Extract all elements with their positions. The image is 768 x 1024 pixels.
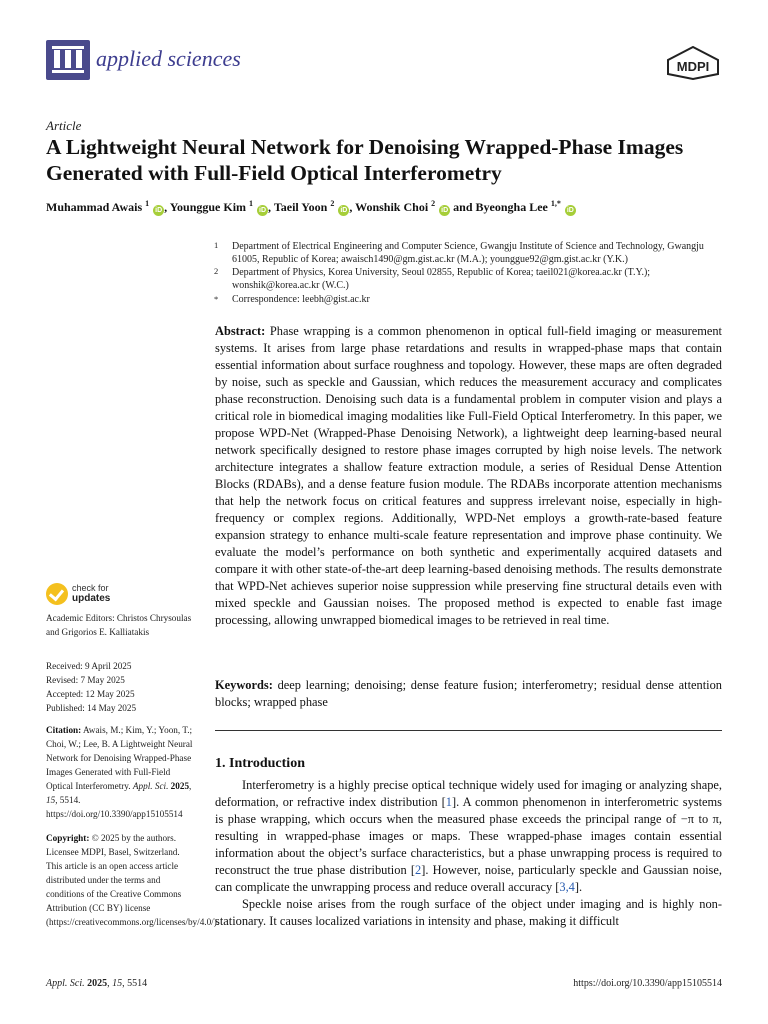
correspondence: Correspondence: leebh@gist.ac.kr bbox=[232, 294, 370, 305]
introduction-body bbox=[215, 777, 722, 930]
orcid-icon[interactable]: iD bbox=[155, 207, 163, 214]
author-affil-sup: 2 bbox=[431, 199, 436, 208]
footer-citation: Appl. Sci. 2025, 15, 5514 bbox=[46, 978, 148, 989]
copyright-block bbox=[46, 831, 220, 929]
orcid-icon[interactable]: iD bbox=[259, 207, 267, 214]
author-name[interactable]: Byeongha Lee bbox=[475, 200, 548, 214]
check-updates-line1: check for bbox=[72, 583, 109, 593]
author-name[interactable]: Wonshik Choi bbox=[355, 200, 429, 214]
author-name[interactable]: Taeil Yoon bbox=[273, 200, 328, 214]
checkmark-icon bbox=[46, 583, 68, 605]
mdpi-logo[interactable] bbox=[666, 46, 720, 80]
received-date: Received: 9 April 2025 bbox=[46, 661, 132, 671]
abstract bbox=[215, 323, 722, 629]
citation-doi[interactable]: , 5514. https://doi.org/10.3390/app15105514 bbox=[46, 795, 183, 819]
author-name[interactable]: Muhammad Awais bbox=[46, 200, 143, 214]
mdpi-text: MDPI bbox=[676, 59, 710, 74]
author-list: Muhammad Awais $^1$ iD , Younggue Kim $^1$ iD , Taeil Yoon $^2$ iD , Wonshik Choi $^2$ iD and Byeongha Lee $^{1,*}$ iD bbox=[46, 199, 574, 214]
citation-link[interactable]: 3,4 bbox=[559, 880, 575, 894]
citation-label: Citation: bbox=[46, 725, 82, 735]
orcid-icon[interactable]: iD bbox=[566, 207, 574, 214]
copyright-label: Copyright: bbox=[46, 833, 90, 843]
abstract-label: Abstract: bbox=[215, 324, 266, 338]
check-updates-line2: updates bbox=[72, 593, 111, 604]
author-affil-sup: 1 bbox=[249, 199, 254, 208]
orcid-icon[interactable]: iD bbox=[441, 207, 449, 214]
keywords-text: deep learning; denoising; dense feature fusion; interferometry; residual dense attention blocks; wrapped phase bbox=[215, 678, 722, 709]
check-for-updates-button[interactable] bbox=[46, 583, 166, 607]
affiliation-number: 2 bbox=[214, 266, 219, 276]
paragraph: Interferometry is a highly precise optical technique widely used for imaging or analyzing shape, deformation, or refractive index distribution [1]. A common phenomenon in interferometric systems is phase wrapping, which occurs when the measured phase exceeds the principal range of −π to π, resulting in wrapped-phase images or maps. These wrapped-phase images contain essential information about the object’s surface characteristics, but a phase unwrapping process is required to reconstruct the true phase distribution [2]. However, noise, particularly speckle and Gaussian noise, can complicate the unwrapping process and reduce overall accuracy [3,4]. bbox=[215, 778, 722, 894]
affiliation-number: * bbox=[214, 294, 219, 304]
section-heading: 1. Introduction bbox=[215, 756, 305, 771]
paragraph: Speckle noise arises from the rough surface of the object under imaging and is highly non-stationary. It causes localized variations in intensity and phase, making it difficult bbox=[215, 897, 722, 928]
journal-name[interactable]: applied sciences bbox=[96, 46, 241, 71]
revised-date: Revised: 7 May 2025 bbox=[46, 675, 125, 685]
accepted-date: Accepted: 12 May 2025 bbox=[46, 689, 135, 699]
journal-logo bbox=[46, 40, 90, 80]
affiliation-text: Department of Physics, Korea University, Seoul 02855, Republic of Korea; taeil021@korea.ac.kr (T.Y.); wonshik@korea.ac.kr (W.C.) bbox=[232, 267, 651, 291]
author-affil-sup: 1 bbox=[145, 199, 150, 208]
affiliation-text: Department of Electrical Engineering and Computer Science, Gwangju Institute of Science and Technology, Gwangju 61005, Republic of Korea; awaisch1490@gm.gist.ac.kr (M.A.); younggue92@gm.gist.ac.kr (Y.K.) bbox=[232, 241, 704, 265]
published-date: Published: 14 May 2025 bbox=[46, 703, 137, 713]
keywords bbox=[215, 677, 722, 711]
article-title: A Lightweight Neural Network for Denoising Wrapped-Phase Images Generated with Full-Field Optical Interferometry bbox=[46, 135, 684, 185]
article-type: Article bbox=[46, 118, 82, 133]
abstract-text: Phase wrapping is a common phenomenon in optical full-field imaging or measurement systems. It arises from large phase retardations and results in wrapped-phase maps that contain essential information about surface roughness and topology. However, these maps are often degraded by noise, such as speckle and Gaussian, which reduces the measurement accuracy and complicates phase reconstruction. Denoising such data is a fundamental problem in computer vision and plays a critical role in biomedical imaging modalities like Full-Field Optical Interferometry. In this paper, we propose WPD-Net (Wrapped-Phase Denoising Network), a lightweight deep learning-based neural network specifically designed to restore phase images corrupted by high noise levels. The network architecture integrates a shallow feature extraction module, a series of Residual Dense Attention Blocks (RDABs), and a dense feature fusion module. The RDABs incorporate attention mechanisms that help the network focus on critical features and suppress irrelevant noise, especially in high-frequency or complex regions. Additionally, WPD-Net employs a growth-rate-based feature expansion strategy to enhance multi-scale feature representation and improve phase continuity. We evaluate the model’s performance on both synthetic and experimentally acquired datasets and compare it with other state-of-the-art deep learning-based denoising methods. The results demonstrate that WPD-Net achieves superior noise suppression while preserving fine structural details even with mixed speckle and Gaussian noises. The proposed method is expected to enable fast image processing, allowing unwrapped biomedical images to be retrieved in real time. bbox=[215, 324, 722, 627]
section-divider bbox=[215, 730, 722, 731]
orcid-icon[interactable]: iD bbox=[340, 207, 348, 214]
citation-block: Citation: Awais, M.; Kim, Y.; Yoon, T.; Choi, W.; Lee, B. A Lightweight Neural Network for Denoising Wrapped-Phase Images Generated with Full-Field Optical Interferometry. Appl. Sci. 2025, 15, 5514. https://doi.org/10.3390/app15105514 bbox=[46, 725, 193, 819]
author-name[interactable]: Younggue Kim bbox=[169, 200, 247, 214]
author-affil-sup: 1,* bbox=[550, 199, 561, 208]
author-affil-sup: 2 bbox=[330, 199, 335, 208]
keywords-label: Keywords: bbox=[215, 678, 273, 692]
citation-link[interactable]: 1 bbox=[445, 795, 452, 809]
footer-doi-link[interactable]: https://doi.org/10.3390/app15105514 bbox=[573, 978, 722, 989]
citation-link[interactable]: 2 bbox=[414, 863, 422, 877]
affiliation-number: 1 bbox=[214, 240, 219, 250]
academic-editors: Academic Editors: Christos Chrysoulas and Grigorios E. Kalliatakis bbox=[46, 613, 192, 637]
copyright-text: © 2025 by the authors. Licensee MDPI, Basel, Switzerland. This article is an open access article distributed under the terms and conditions of the Creative Commons Attribution (CC BY) license (https://creativecommons.org/licenses/by/4.0/). bbox=[46, 833, 220, 927]
